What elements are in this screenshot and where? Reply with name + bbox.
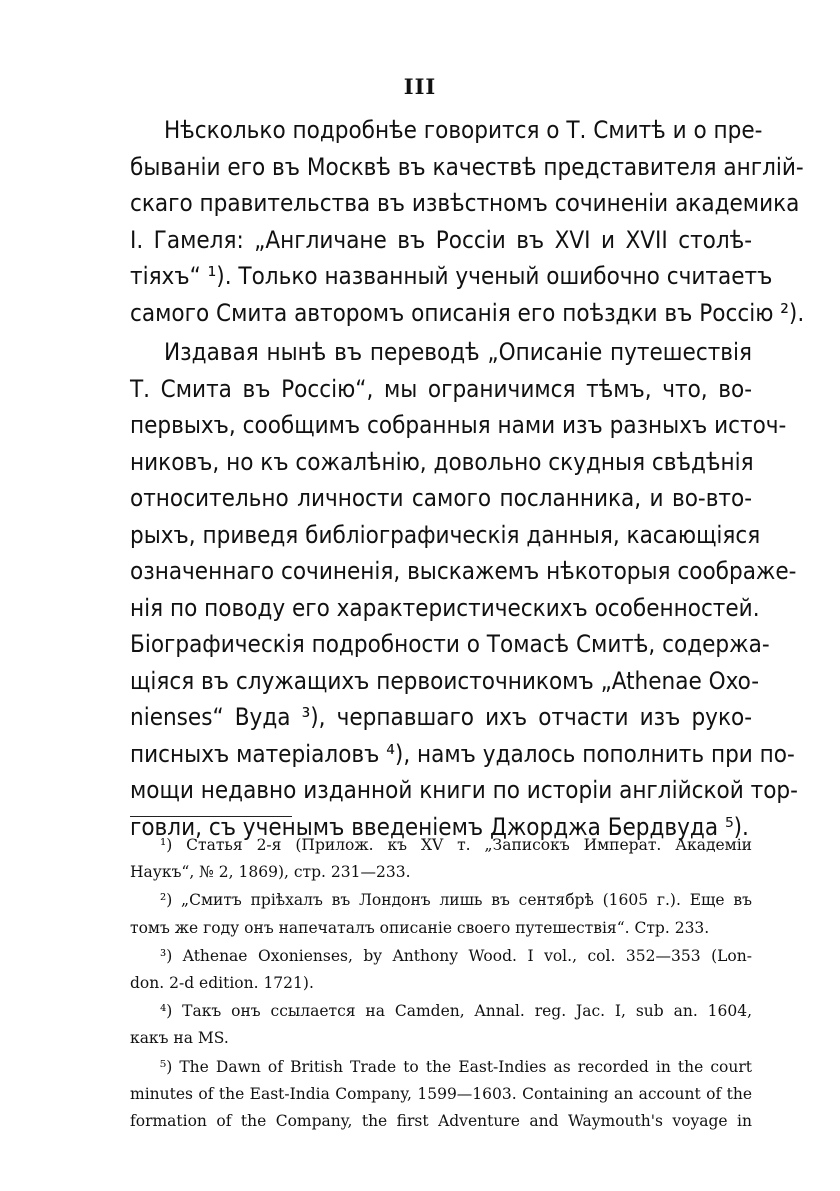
text-line: бываніи его въ Москвѣ въ качествѣ представителя англій- [130,152,804,181]
footnote-line: ⁵) The Dawn of British Trade to the East-Indies as recorded in the court [160,1057,752,1076]
footnote-line: ⁴) Такъ онъ ссылается на Camden, Annal. reg. Jac. I, sub an. 1604, [160,1002,752,1021]
footnote-line: minutes of the East-India Company, 1599—1603. Containing an account of the [130,1084,752,1103]
text-line: Нѣсколько подробнѣе говорится о Т. Смитѣ и о пре- [164,116,763,144]
text-line: Біографическія подробности о Томасѣ Смитѣ, содержа- [130,630,770,658]
footnote-line: formation of the Company, the first Adventure and Waymouth's voyage in [130,1111,752,1130]
footnote-line: ³) Athenae Oxonienses, by Anthony Wood. I vol., col. 352—353 (Lon- [160,946,752,965]
text-line: Издавая нынѣ въ переводѣ „Описаніе путешествія [164,338,752,366]
text-line: Т. Смита въ Россію“, мы ограничимся тѣмъ, что, во- [130,374,752,403]
text-line: самого Смита авторомъ описанія его поѣздки въ Россію ²). [130,298,805,327]
text-line: nienses“ Вуда ³), черпавшаго ихъ отчасти изъ руко- [130,703,752,731]
footnote-line: какъ на MS. [130,1029,229,1048]
footnotes [130,832,752,1135]
text-line: относительно личности самого посланника, и во-вто- [130,484,752,512]
footnote-divider [130,816,292,817]
footnote-line: томъ же году онъ напечаталъ описаніе своего путешествія“. Стр. 233. [130,918,710,937]
text-line: писныхъ матеріаловъ ⁴), намъ удалось пополнить при по- [130,739,795,768]
text-line: щіяся въ служащихъ первоисточникомъ „Athenae Oxo- [130,666,760,695]
text-line: скаго правительства въ извѣстномъ сочиненіи академика [130,189,800,217]
text-line: рыхъ, приведя библіографическія данныя, касающіяся [130,520,761,549]
page-number: III [403,74,437,99]
footnote-line: Наукъ“, № 2, 1869), стр. 231—233. [130,863,411,882]
text-line: I. Гамеля: „Англичане въ Россіи въ XVI и XVII столѣ- [130,225,752,254]
text-line: нія по поводу его характеристическихъ особенностей. [130,593,760,622]
text-line: мощи недавно изданной книги по исторіи англійской тор- [130,776,798,804]
text-line: первыхъ, сообщимъ собранныя нами изъ разныхъ источ- [130,411,787,439]
text-line: никовъ, но къ сожалѣнію, довольно скудныя свѣдѣнія [130,447,754,476]
text-line: означеннаго сочиненія, выскажемъ нѣкоторыя соображе- [130,557,797,585]
footnote-line: ¹) Статья 2-я (Прилож. къ XV т. „Записокъ Императ. Академіи [160,836,752,854]
footnote-line: don. 2-d edition. 1721). [130,973,314,992]
main-text [130,112,805,845]
footnote-line: ²) „Смитъ пріѣхалъ въ Лондонъ лишь въ сентябрѣ (1605 г.). Еще въ [160,891,752,910]
text-line: говли, съ ученымъ введеніемъ Джорджа Бердвуда ⁵). [130,812,749,841]
text-line: тіяхъ“ ¹). Только названный ученый ошибочно считаетъ [130,262,773,290]
